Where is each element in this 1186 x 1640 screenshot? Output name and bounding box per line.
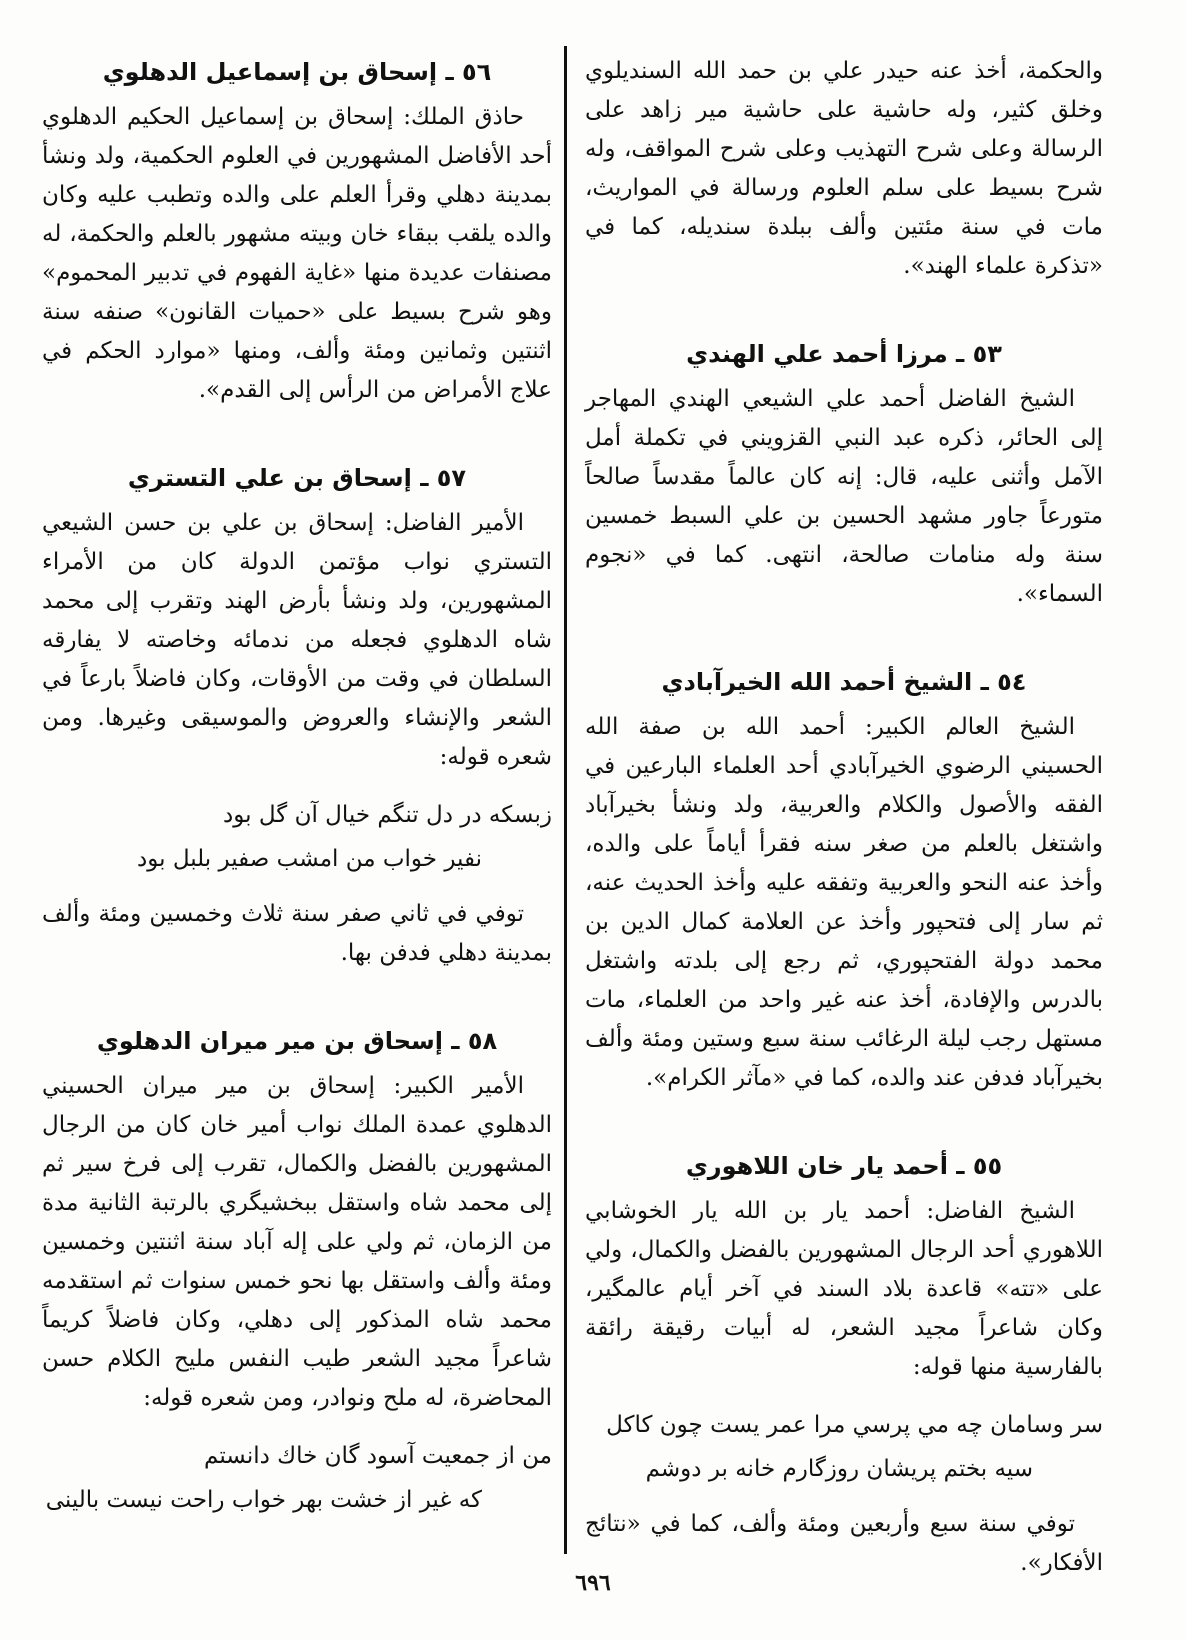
persian-verse <box>585 1403 1103 1491</box>
entry-body-54: الشيخ العالم الكبير: أحمد الله بن صفة الله الحسيني الرضوي الخيرآبادي أحد العلماء البارعين في الفقه والأصول والكلام والعربية، ولد ونشأ بخيرآباد واشتغل بالعلم من صغر سنه فقرأ أياماً على والده، وأخذ عنه النحو والعربية وتفقه عليه وأخذ الحديث عنه، ثم سار إلى فتحپور وأخذ عن العلامة كمال الدين بن محمد دولة الفتحپوري، ثم رجع إلى بلدته واشتغل بالدرس والإفادة، أخذ عنه غير واحد من العلماء، مات مستهل رجب ليلة الرغائب سنة سبع وستين ومئة وألف بخيرآباد فدفن عند والده، كما في «مآثر الكرام». <box>585 714 1103 1091</box>
page-number: ٦٩٦ <box>575 1570 611 1596</box>
entry-body-53: الشيخ الفاضل أحمد علي الشيعي الهندي المهاجر إلى الحائر، ذكره عبد النبي القزويني في تكملة أمل الآمل وأثنى عليه، قال: إنه كان عالماً مقدساً صالحاً متورعاً جاور مشهد الحسين بن علي السبط خمسين سنة وله منامات صالحة، انتهى. كما في «نجوم السماء». <box>585 386 1103 607</box>
entry-body-56: حاذق الملك: إسحاق بن إسماعيل الحكيم الدهلوي أحد الأفاضل المشهورين في العلوم الحكمية، ولد ونشأ بمدينة دهلي وقرأ العلم على والده وتطبب عليه وكان والده يلقب ببقاء خان وبيته مشهور بالعلم والحكمة، له مصنفات عديدة منها «غاية الفهوم في تدبير المحموم» وهو شرح بسيط على «حميات القانون» صنفه سنة اثنتين وثمانين ومئة وألف، ومنها «موارد الحكم في علاج الأمراض من الرأس إلى القدم». <box>42 104 552 403</box>
verse-line: كه غير از خشت بهر خواب راحت نيست بالينى <box>45 1487 482 1513</box>
persian-verse <box>42 793 552 881</box>
entry-body-58: الأمير الكبير: إسحاق بن مير ميران الحسيني الدهلوي عمدة الملك نواب أمير خان كان من الرجال المشهورين بالفضل والكمال، تقرب إلى فرخ سير ثم إلى محمد شاه واستقل ببخشيگري بالرتبة الثانية مدة من الزمان، ثم ولي على إله آباد سنة اثنتين وخمسين ومئة وألف واستقل بها نحو خمس سنوات ثم استقدمه محمد شاه المذكور إلى دهلي، وكان فاضلاً كريماً شاعراً مجيد الشعر طيب النفس مليح الكلام حسن المحاضرة، له ملح ونوادر، ومن شعره قوله: <box>42 1073 552 1411</box>
verse-line: من از جمعيت آسود گان خاك دانستم <box>204 1443 552 1469</box>
entry-heading-56: ٥٦ ـ إسحاق بن إسماعيل الدهلوي <box>102 58 492 86</box>
entry-body-57: الأمير الفاضل: إسحاق بن علي بن حسن الشيعي التستري نواب مؤتمن الدولة كان من الأمراء المشهورين، ولد ونشأ بأرض الهند وتقرب إلى محمد شاه الدهلوي فجعله من ندمائه وخاصته لا يفارقه السلطان في وقت من الأوقات، وكان فاضلاً بارعاً في الشعر والإنشاء والعروض والموسيقى وغيرها. ومن شعره قوله: <box>42 510 552 770</box>
entry-heading-53: ٥٣ ـ مرزا أحمد علي الهندي <box>686 340 1002 368</box>
continued-entry-text: والحكمة، أخذ عنه حيدر علي بن حمد الله السنديلوي وخلق كثير، وله حاشية على حاشية مير زاهد على الرسالة وعلى شرح التهذيب وعلى شرح المواقف، وله شرح بسيط على سلم العلوم ورسالة في المواريث، مات في سنة مئتين وألف ببلدة سنديله، كما في «تذكرة علماء الهند». <box>585 58 1103 279</box>
persian-verse <box>42 1434 552 1522</box>
entry-closing-57: توفي في ثاني صفر سنة ثلاث وخمسين ومئة وألف بمدينة دهلي فدفن بها. <box>42 901 552 966</box>
right-column <box>585 52 1103 1583</box>
verse-line: نفير خواب من امشب صفير بلبل بود <box>136 846 482 872</box>
verse-line: سيه بختم پريشان روزگارم خانه بر دوشم <box>645 1456 1033 1482</box>
entry-body-55: الشيخ الفاضل: أحمد يار بن الله يار الخوشابي اللاهوري أحد الرجال المشهورين بالفضل والكمال، ولي على «تته» قاعدة بلاد السند في آخر أيام عالمگير، وكان شاعراً مجيد الشعر، له أبيات رقيقة رائقة بالفارسية منها قوله: <box>585 1198 1103 1380</box>
entry-heading-55: ٥٥ ـ أحمد يار خان اللاهوري <box>685 1152 1003 1180</box>
verse-line: زبسكه در دل تنگم خيال آن گل بود <box>223 802 552 828</box>
entry-heading-54: ٥٤ ـ الشيخ أحمد الله الخيرآبادي <box>661 668 1027 696</box>
entry-heading-57: ٥٧ ـ إسحاق بن علي التستري <box>127 464 467 492</box>
verse-line: سر وسامان چه مي پرسي مرا عمر يست چون كاكل <box>606 1412 1103 1438</box>
entry-heading-58: ٥٨ ـ إسحاق بن مير ميران الدهلوي <box>96 1027 498 1055</box>
column-divider <box>564 46 567 1554</box>
left-column <box>42 52 552 1536</box>
entry-closing-55: توفي سنة سبع وأربعين ومئة وألف، كما في «نتائج الأفكار». <box>585 1511 1103 1576</box>
